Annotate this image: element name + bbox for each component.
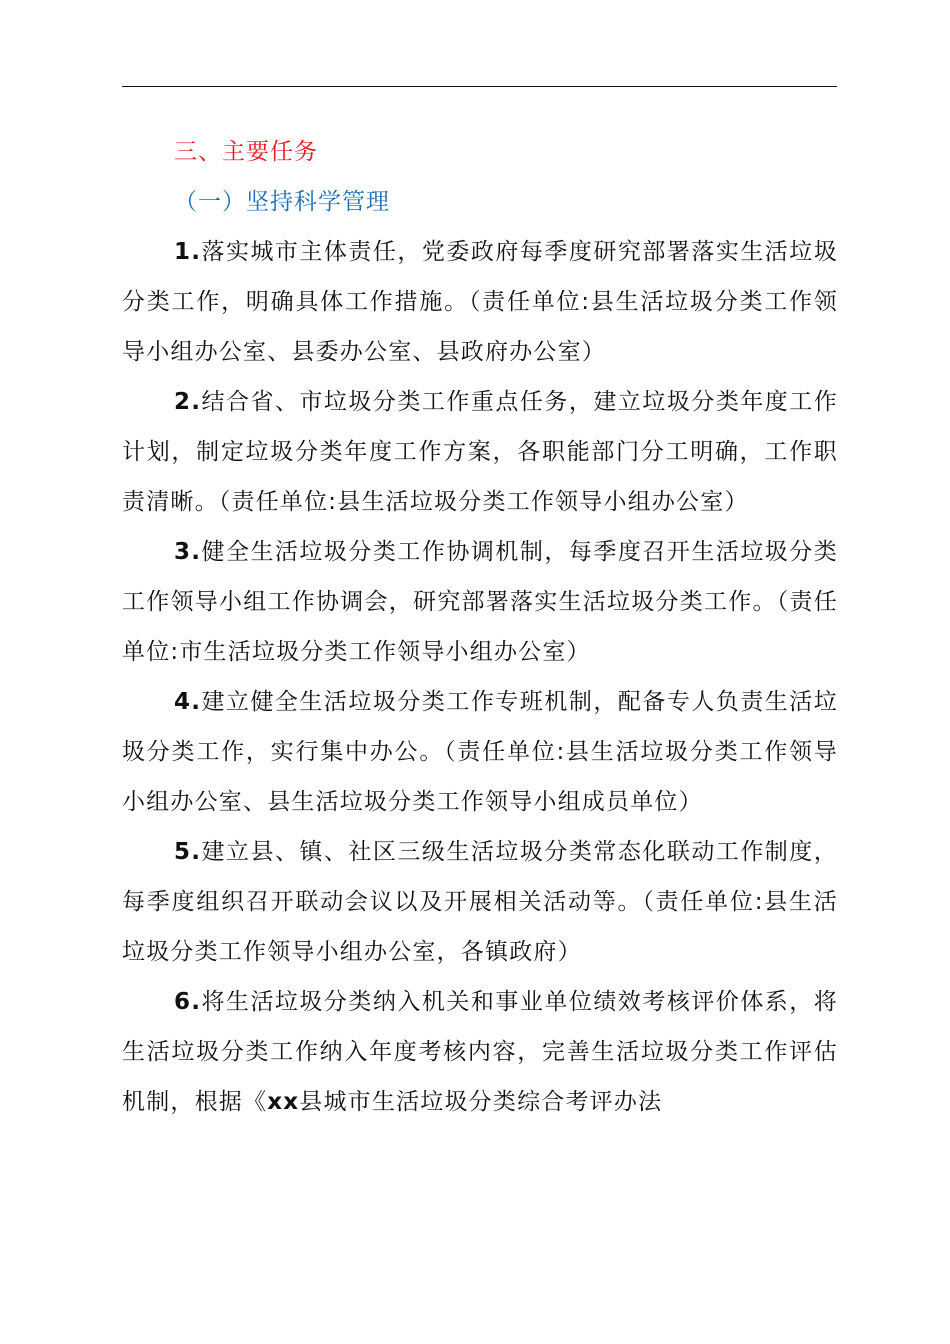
item-text: 将生活垃圾分类纳入机关和事业单位绩效考核评价体系，将生活垃圾分类工作纳入年度考核内容，完善生活垃圾分类工作评估机制，根据《 <box>122 989 838 1115</box>
section-heading: 三、主要任务 <box>174 139 318 165</box>
item-text: 建立县、镇、社区三级生活垃圾分类常态化联动工作制度，每季度组织召开联动会议以及开展相关活动等。（责任单位:县生活垃圾分类工作领导小组办公室，各镇政府） <box>122 839 838 965</box>
task-item-6 <box>122 977 838 1127</box>
subsection-heading: （一）坚持科学管理 <box>174 189 390 215</box>
document-body <box>122 127 838 1127</box>
task-item-4 <box>122 677 838 827</box>
item-text: 结合省、市垃圾分类工作重点任务，建立垃圾分类年度工作计划，制定垃圾分类年度工作方案，各职能部门分工明确，工作职责清晰。（责任单位:县生活垃圾分类工作领导小组办公室） <box>122 389 838 515</box>
item-number: 2. <box>174 389 202 415</box>
item-number: 6. <box>174 989 202 1015</box>
item-text-tail: 县城市生活垃圾分类综合考评办法 <box>299 1089 663 1115</box>
item-number: 4. <box>174 689 202 715</box>
task-item-5 <box>122 827 838 977</box>
item-number: 3. <box>174 539 202 565</box>
item-text: 落实城市主体责任，党委政府每季度研究部署落实生活垃圾分类工作，明确具体工作措施。（责任单位:县生活垃圾分类工作领导小组办公室、县委办公室、县政府办公室） <box>122 239 838 365</box>
task-item-1 <box>122 227 838 377</box>
task-item-2 <box>122 377 838 527</box>
item-text: 健全生活垃圾分类工作协调机制，每季度召开生活垃圾分类工作领导小组工作协调会，研究部署落实生活垃圾分类工作。（责任单位:市生活垃圾分类工作领导小组办公室） <box>122 539 838 665</box>
item-number: 5. <box>174 839 202 865</box>
task-item-3 <box>122 527 838 677</box>
item-number: 1. <box>174 239 202 265</box>
header-rule <box>122 86 837 87</box>
item-text: 建立健全生活垃圾分类工作专班机制，配备专人负责生活垃圾分类工作，实行集中办公。（责任单位:县生活垃圾分类工作领导小组办公室、县生活垃圾分类工作领导小组成员单位） <box>122 689 838 815</box>
item-bold-text: xx <box>267 1089 300 1115</box>
